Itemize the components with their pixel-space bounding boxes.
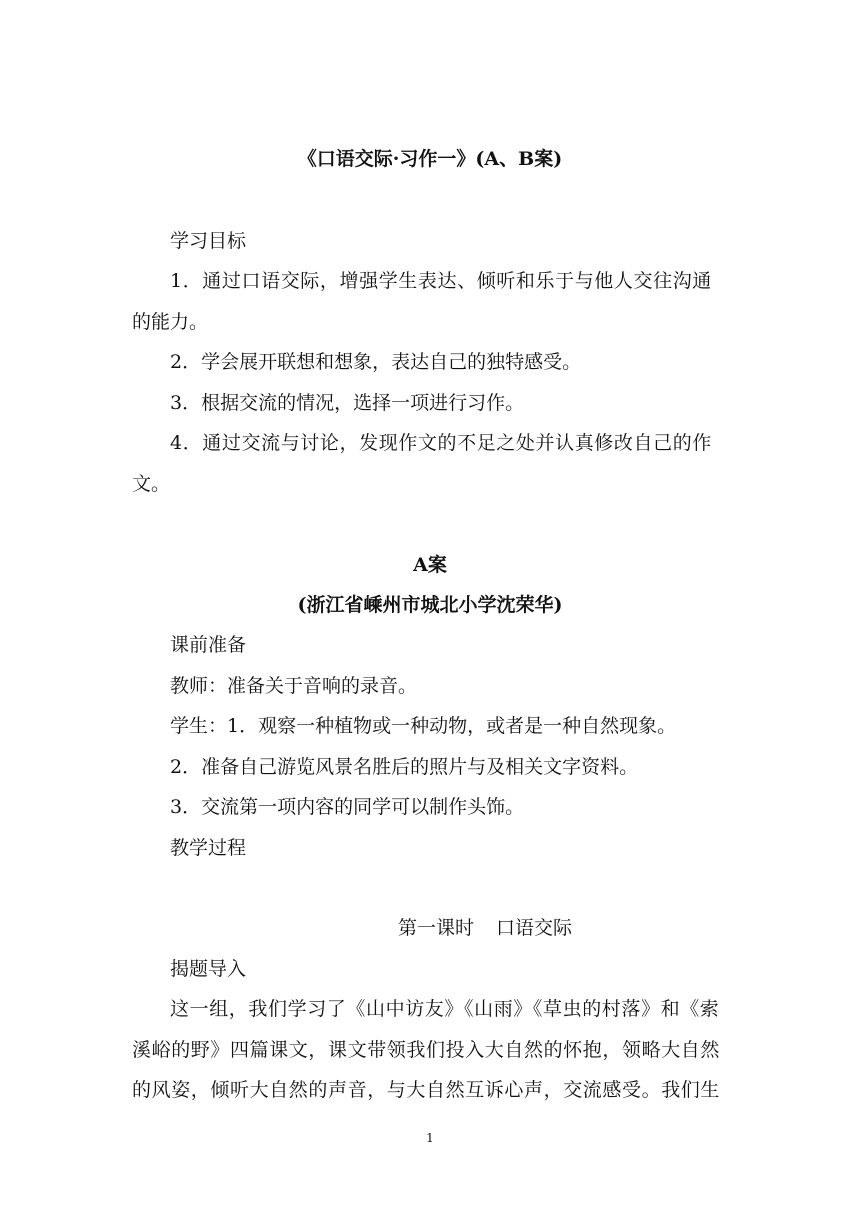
plan-a-heading: A案 xyxy=(413,554,447,576)
objective-4-line-2: 文。 xyxy=(132,473,171,495)
intro-line-3: 的风姿，倾听大自然的声音，与大自然互诉心声，交流感受。我们生 xyxy=(132,1079,721,1101)
intro-line-1: 这一组，我们学习了《山中访友》《山雨》《草虫的村落》和《索 xyxy=(170,998,720,1020)
preparation-teacher: 教师：准备关于音响的录音。 xyxy=(170,675,418,697)
objectives-heading: 学习目标 xyxy=(170,230,247,252)
plan-a-author: (浙江省嵊州市城北小学沈荣华) xyxy=(297,594,563,616)
objective-1-line-2: 的能力。 xyxy=(132,311,209,333)
preparation-student-3: 3．交流第一项内容的同学可以制作头饰。 xyxy=(170,796,525,818)
objective-3: 3．根据交流的情况，选择一项进行习作。 xyxy=(170,392,525,414)
intro-heading: 揭题导入 xyxy=(170,958,247,980)
lesson-number: 第一课时 xyxy=(398,917,475,939)
lesson-title xyxy=(398,917,698,939)
lesson-topic: 口语交际 xyxy=(496,917,573,939)
objective-4-line-1: 4．通过交流与讨论，发现作文的不足之处并认真修改自己的作 xyxy=(170,432,712,454)
process-heading: 教学过程 xyxy=(170,837,247,859)
document-title: 《口语交际·习作一》(A、B案) xyxy=(297,148,563,170)
preparation-heading: 课前准备 xyxy=(170,634,247,656)
preparation-student-1: 学生：1．观察一种植物或一种动物，或者是一种自然现象。 xyxy=(170,715,677,737)
objective-2: 2．学会展开联想和想象，表达自己的独特感受。 xyxy=(170,351,582,373)
preparation-student-2: 2．准备自己游览风景名胜后的照片与及相关文字资料。 xyxy=(170,756,639,778)
page-number: 1 xyxy=(426,1131,434,1145)
objective-1-line-1: 1．通过口语交际，增强学生表达、倾听和乐于与他人交往沟通 xyxy=(170,270,712,292)
intro-line-2: 溪峪的野》四篇课文，课文带领我们投入大自然的怀抱，领略大自然 xyxy=(132,1039,721,1061)
